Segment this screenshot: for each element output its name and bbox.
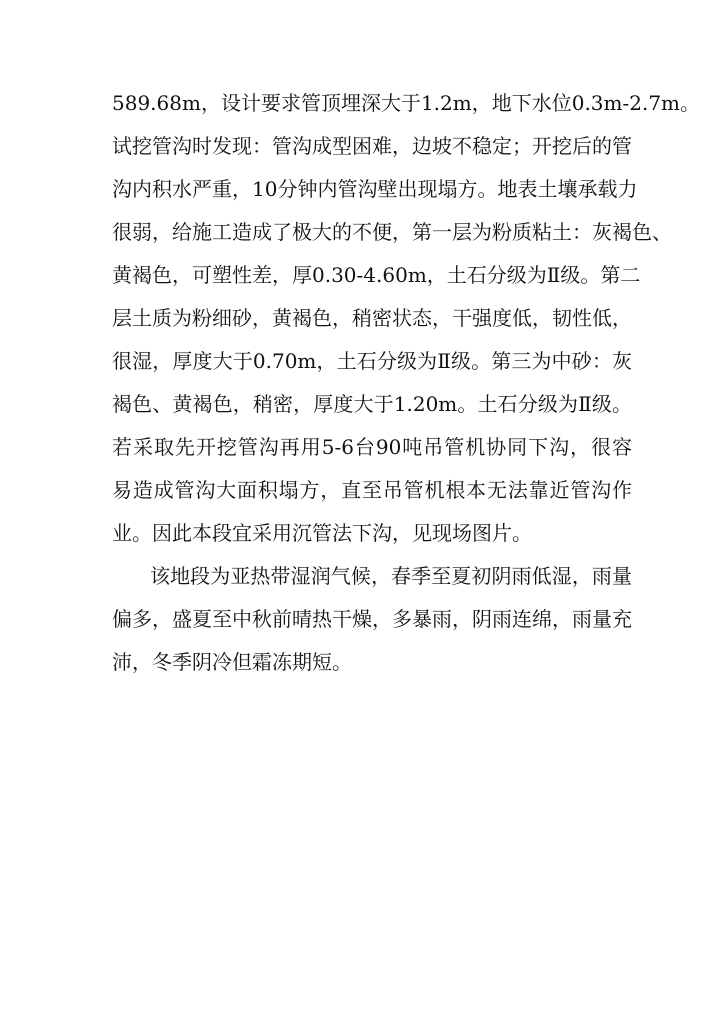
text-line: 很湿，厚度大于0.70m，土石分级为Ⅱ级。第三为中砂：灰	[112, 349, 632, 373]
text-line: 很弱，给施工造成了极大的不便，第一层为粉质粘土：灰褐色、	[112, 220, 672, 244]
text-line: 黄褐色，可塑性差，厚0.30-4.60m，土石分级为Ⅱ级。第二	[112, 263, 641, 287]
body-text	[112, 82, 701, 684]
text-line: 试挖管沟时发现：管沟成型困难，边坡不稳定；开挖后的管	[112, 134, 632, 158]
text-line: 589.68m，设计要求管顶埋深大于1.2m，地下水位0.3m-2.7m。	[112, 91, 701, 115]
text-line: 易造成管沟大面积塌方，直至吊管机根本无法靠近管沟作	[112, 478, 632, 502]
paragraph-climate	[112, 555, 632, 684]
text-line: 褐色、黄褐色，稍密，厚度大于1.20m。土石分级为Ⅱ级。	[112, 392, 632, 416]
text-line: 沟内积水严重，10分钟内管沟壁出现塌方。地表土壤承载力	[112, 177, 638, 201]
text-line: 业。因此本段宜采用沉管法下沟，见现场图片。	[112, 521, 532, 545]
text-line: 层土质为粉细砂，黄褐色，稍密状态，干强度低，韧性低，	[112, 306, 632, 330]
text-line: 该地段为亚热带湿润气候，春季至夏初阴雨低湿，雨量	[150, 564, 632, 588]
text-line: 沛，冬季阴冷但霜冻期短。	[112, 650, 352, 674]
text-line: 若采取先开挖管沟再用5-6台90吨吊管机协同下沟，很容	[112, 435, 632, 459]
paragraph-soil-conditions	[112, 82, 701, 555]
text-line: 偏多，盛夏至中秋前晴热干燥，多暴雨，阴雨连绵，雨量充	[112, 607, 632, 631]
